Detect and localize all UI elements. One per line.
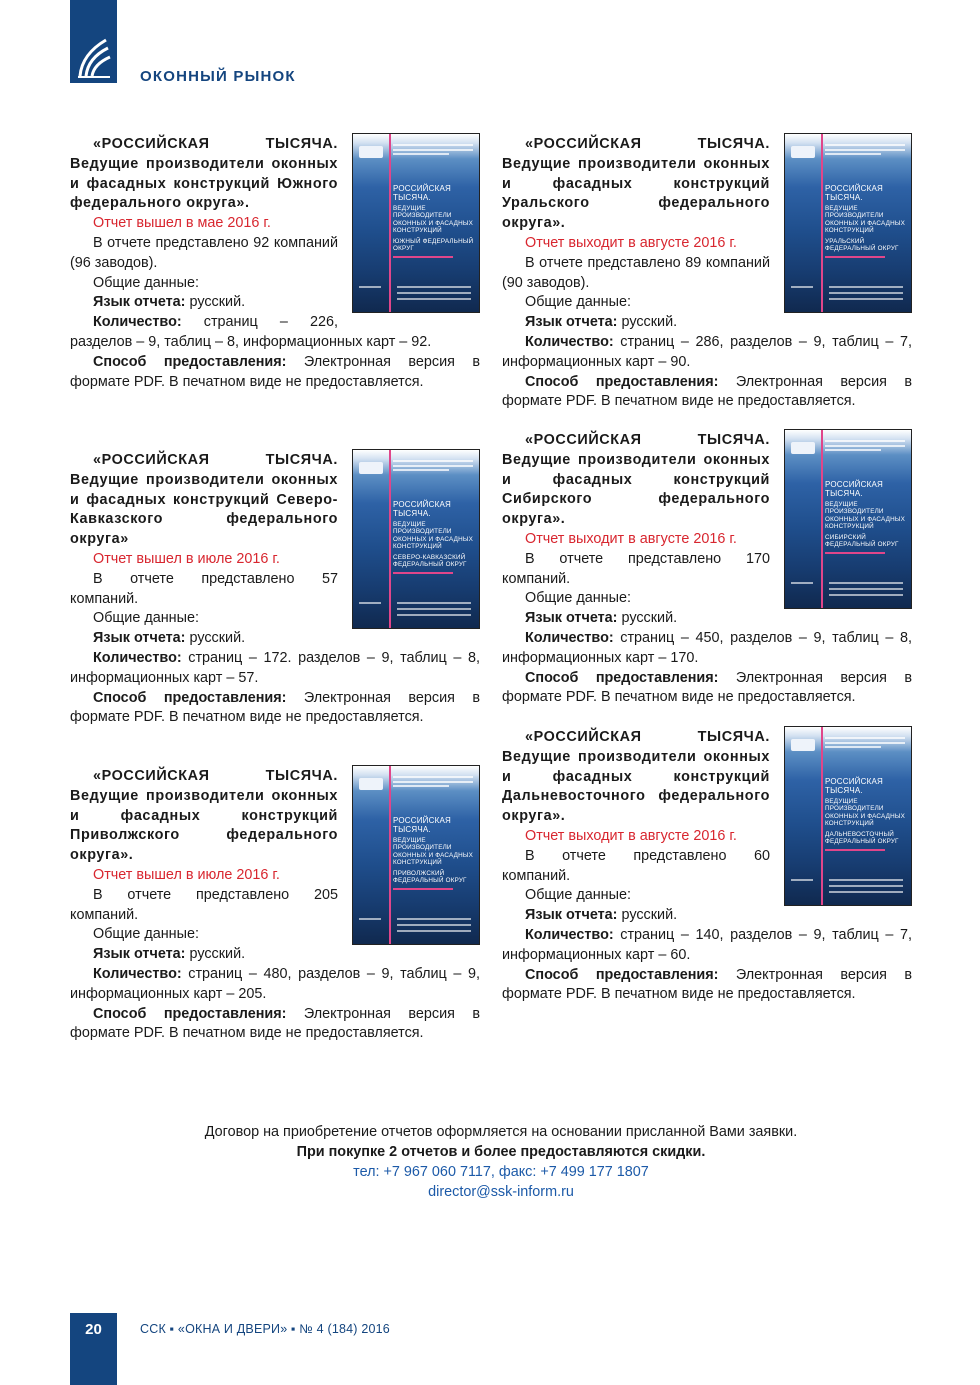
report-quantity <box>70 313 480 353</box>
report-delivery-method <box>502 966 912 1006</box>
report-delivery-method <box>70 1005 480 1045</box>
report-quantity-value: страниц – 286, разделов – 9, таблиц – 7, информационных карт – 90. <box>502 333 912 370</box>
report-item-south <box>70 135 480 392</box>
cover-district: ДАЛЬНЕВОСТОЧНЫЙ ФЕДЕРАЛЬНЫЙ ОКРУГ <box>825 830 899 846</box>
running-footer: ССК ▪ «ОКНА И ДВЕРИ» ▪ № 4 (184) 2016 <box>140 1322 390 1336</box>
cover-city-line <box>359 286 381 288</box>
cover-footer-line <box>397 602 471 604</box>
cover-footer-line <box>397 930 471 932</box>
cover-pink-line <box>393 256 453 258</box>
report-language <box>502 609 912 629</box>
cover-city-line <box>359 602 381 604</box>
cover-subtitle: ВЕДУЩИЕ ПРОИЗВОДИТЕЛИ ОКОННЫХ И ФАСАДНЫХ КОНСТРУКЦИЙ <box>393 837 474 867</box>
cover-header-line <box>825 742 905 744</box>
report-general-heading: Общие данные: <box>525 887 631 904</box>
cover-district: УРАЛЬСКИЙ ФЕДЕРАЛЬНЫЙ ОКРУГ <box>825 237 899 253</box>
report-quantity <box>502 333 912 373</box>
cover-header-line <box>393 149 473 151</box>
cover-header-line <box>825 737 905 739</box>
report-delivery-method-value: Электронная версия в формате PDF. В печатном виде не предоставляется. <box>70 1005 481 1042</box>
report-companies: В отчете представлено 60 компаний. <box>502 847 770 884</box>
cover-footer-line <box>829 891 903 893</box>
cover-pink-stripe <box>389 134 391 312</box>
report-delivery-method-value: Электронная версия в формате PDF. В печатном виде не предоставляется. <box>70 353 481 390</box>
cover-footer-line <box>397 286 471 288</box>
cover-footer-line <box>829 594 903 596</box>
cover-pink-line <box>393 572 453 574</box>
report-status: Отчет вышел в мае 2016 г. <box>93 215 271 232</box>
report-language-value: русский. <box>617 610 678 627</box>
report-item-north-caucasus <box>70 451 480 728</box>
report-delivery-method-label: Способ предоставления: <box>93 353 287 370</box>
page-number-box <box>70 1313 117 1385</box>
report-item-volga <box>70 767 480 1044</box>
report-delivery-method-label: Способ предоставления: <box>93 1005 287 1022</box>
cover-city-line <box>791 286 813 288</box>
cover-title: РОССИЙСКАЯ ТЫСЯЧА. <box>825 480 883 498</box>
report-language <box>502 313 912 333</box>
cover-city-line <box>791 582 813 584</box>
report-companies: В отчете представлено 170 компаний. <box>502 550 770 587</box>
report-quantity-label: Количество: <box>525 926 614 943</box>
cover-district: ПРИВОЛЖСКИЙ ФЕДЕРАЛЬНЫЙ ОКРУГ <box>393 869 467 885</box>
cover-district: СИБИРСКИЙ ФЕДЕРАЛЬНЫЙ ОКРУГ <box>825 533 899 549</box>
cover-footer-line <box>829 286 903 288</box>
footer-email-link[interactable]: director@ssk-inform.ru <box>428 1184 574 1200</box>
report-general-heading: Общие данные: <box>93 274 199 291</box>
cover-subtitle: ВЕДУЩИЕ ПРОИЗВОДИТЕЛИ ОКОННЫХ И ФАСАДНЫХ КОНСТРУКЦИЙ <box>825 501 906 531</box>
cover-header-line <box>825 153 881 155</box>
report-language-value: русский. <box>617 907 678 924</box>
report-language-label: Язык отчета: <box>93 294 186 311</box>
report-quantity-label: Количество: <box>525 333 614 350</box>
report-language-value: русский. <box>185 946 246 963</box>
cover-subtitle: ВЕДУЩИЕ ПРОИЗВОДИТЕЛИ ОКОННЫХ И ФАСАДНЫХ КОНСТРУКЦИЙ <box>393 205 474 235</box>
cover-header-line <box>825 445 905 447</box>
report-companies: В отчете представлено 57 компаний. <box>70 570 338 607</box>
cover-pink-line <box>825 256 885 258</box>
cover-footer-line <box>397 292 471 294</box>
cover-footer-line <box>829 582 903 584</box>
report-title: «РОССИЙСКАЯ ТЫСЯЧА. Ведущие производители оконных и фасадных конструкций Дальневосточного федерального округа». <box>502 729 770 825</box>
report-quantity <box>70 649 480 689</box>
report-item-siberia <box>502 431 912 708</box>
report-cover-image <box>784 133 912 313</box>
report-quantity-label: Количество: <box>93 965 182 982</box>
publisher-logo-icon <box>76 36 112 78</box>
cover-title: РОССИЙСКАЯ ТЫСЯЧА. <box>393 816 451 834</box>
cover-pink-line <box>393 888 453 890</box>
cover-title-block <box>393 500 475 568</box>
report-status: Отчет выходит в августе 2016 г. <box>525 530 737 547</box>
cover-logo-icon <box>791 146 815 158</box>
cover-header-line <box>393 460 473 462</box>
report-delivery-method-value: Электронная версия в формате PDF. В печатном виде не предоставляется. <box>502 669 913 706</box>
report-title: «РОССИЙСКАЯ ТЫСЯЧА. Ведущие производители оконных и фасадных конструкций Южного федерального округа». <box>70 136 338 212</box>
report-quantity-label: Количество: <box>525 629 614 646</box>
report-language-label: Язык отчета: <box>93 946 186 963</box>
cover-footer-line <box>829 298 903 300</box>
report-delivery-method-label: Способ предоставления: <box>525 669 719 686</box>
cover-pink-stripe <box>389 766 391 944</box>
report-delivery-method-value: Электронная версия в формате PDF. В печатном виде не предоставляется. <box>70 689 481 726</box>
cover-footer-line <box>397 298 471 300</box>
report-quantity <box>70 965 480 1005</box>
cover-logo-icon <box>359 146 383 158</box>
report-delivery-method-value: Электронная версия в формате PDF. В печатном виде не предоставляется. <box>502 373 913 410</box>
cover-pink-stripe <box>821 134 823 312</box>
cover-header-line <box>393 465 473 467</box>
report-language-value: русский. <box>185 630 246 647</box>
cover-title: РОССИЙСКАЯ ТЫСЯЧА. <box>825 777 883 795</box>
cover-pink-stripe <box>389 450 391 628</box>
cover-footer-line <box>397 918 471 920</box>
report-language-label: Язык отчета: <box>525 907 618 924</box>
report-general-heading: Общие данные: <box>525 590 631 607</box>
report-status: Отчет вышел в июле 2016 г. <box>93 866 280 883</box>
report-general-heading: Общие данные: <box>93 610 199 627</box>
report-language-label: Язык отчета: <box>525 314 618 331</box>
report-delivery-method-label: Способ предоставления: <box>525 966 719 983</box>
section-title: ОКОННЫЙ РЫНОК <box>140 68 296 85</box>
report-title: «РОССИЙСКАЯ ТЫСЯЧА. Ведущие производители оконных и фасадных конструкций Сибирского федерального округа». <box>502 432 770 528</box>
cover-header-line <box>393 469 449 471</box>
report-status: Отчет вышел в июле 2016 г. <box>93 550 280 567</box>
report-language-label: Язык отчета: <box>525 610 618 627</box>
report-quantity <box>502 629 912 669</box>
report-quantity-value: страниц – 450, разделов – 9, таблиц – 8, информационных карт – 170. <box>502 629 912 666</box>
report-item-far-east <box>502 728 912 1005</box>
report-item-ural <box>502 135 912 412</box>
report-language-value: русский. <box>617 314 678 331</box>
report-quantity-value: страниц – 480, разделов – 9, таблиц – 9, информационных карт – 205. <box>70 965 480 1002</box>
cover-footer-line <box>397 608 471 610</box>
cover-footer-line <box>829 885 903 887</box>
report-delivery-method-value: Электронная версия в формате PDF. В печатном виде не предоставляется. <box>502 966 913 1003</box>
cover-footer-line <box>829 588 903 590</box>
report-cover-image <box>352 449 480 629</box>
footer-contract-text: Договор на приобретение отчетов оформляется на основании присланной Вами заявки. <box>204 1124 798 1140</box>
report-status: Отчет выходит в августе 2016 г. <box>525 827 737 844</box>
report-language-label: Язык отчета: <box>93 630 186 647</box>
cover-title: РОССИЙСКАЯ ТЫСЯЧА. <box>825 184 883 202</box>
header-logo-bar <box>70 0 117 83</box>
cover-title-block <box>393 816 475 884</box>
cover-title-block <box>393 184 475 252</box>
report-delivery-method-label: Способ предоставления: <box>93 689 287 706</box>
cover-district: ЮЖНЫЙ ФЕДЕРАЛЬНЫЙ ОКРУГ <box>393 237 474 253</box>
report-cover-image <box>784 726 912 906</box>
cover-district: СЕВЕРО-КАВКАЗСКИЙ ФЕДЕРАЛЬНЫЙ ОКРУГ <box>393 553 467 569</box>
report-delivery-method <box>502 669 912 709</box>
cover-footer-line <box>829 292 903 294</box>
cover-city-line <box>359 918 381 920</box>
report-quantity-label: Количество: <box>93 649 182 666</box>
cover-logo-icon <box>791 442 815 454</box>
cover-pink-line <box>825 849 885 851</box>
report-quantity-label: Количество: <box>93 314 182 331</box>
report-language <box>502 906 912 926</box>
cover-title: РОССИЙСКАЯ ТЫСЯЧА. <box>393 500 451 518</box>
report-delivery-method <box>502 373 912 413</box>
cover-title-block <box>825 480 907 548</box>
cover-header-line <box>825 440 905 442</box>
report-general-heading: Общие данные: <box>525 294 631 311</box>
cover-subtitle: ВЕДУЩИЕ ПРОИЗВОДИТЕЛИ ОКОННЫХ И ФАСАДНЫХ КОНСТРУКЦИЙ <box>825 205 906 235</box>
report-title: «РОССИЙСКАЯ ТЫСЯЧА. Ведущие производители оконных и фасадных конструкций Северо-Кавказского федерального округа» <box>70 452 338 548</box>
report-quantity-value: страниц – 172. разделов – 9, таблиц – 8, информационных карт – 57. <box>70 649 480 686</box>
report-companies: В отчете представлено 92 компаний (96 заводов). <box>70 234 338 271</box>
cover-header-line <box>825 149 905 151</box>
cover-logo-icon <box>359 778 383 790</box>
footer-phones: тел: +7 967 060 7117, факс: +7 499 177 1807 <box>353 1164 649 1180</box>
report-status: Отчет выходит в августе 2016 г. <box>525 234 737 251</box>
report-language-value: русский. <box>185 294 246 311</box>
footer-discount-text: При покупке 2 отчетов и более предоставляются скидки. <box>296 1144 706 1160</box>
report-companies: В отчете представлено 89 компаний (90 заводов). <box>502 254 770 291</box>
report-delivery-method <box>70 689 480 729</box>
cover-footer-line <box>397 614 471 616</box>
cover-header-line <box>393 785 449 787</box>
cover-pink-stripe <box>821 430 823 608</box>
cover-header-line <box>393 776 473 778</box>
report-quantity <box>502 926 912 966</box>
report-delivery-method-label: Способ предоставления: <box>525 373 719 390</box>
report-general-heading: Общие данные: <box>93 926 199 943</box>
report-cover-image <box>352 133 480 313</box>
cover-subtitle: ВЕДУЩИЕ ПРОИЗВОДИТЕЛИ ОКОННЫХ И ФАСАДНЫХ КОНСТРУКЦИЙ <box>393 521 474 551</box>
cover-pink-line <box>825 552 885 554</box>
cover-title-block <box>825 184 907 252</box>
report-cover-image <box>784 429 912 609</box>
cover-pink-stripe <box>821 727 823 905</box>
cover-footer-line <box>829 879 903 881</box>
report-cover-image <box>352 765 480 945</box>
report-title: «РОССИЙСКАЯ ТЫСЯЧА. Ведущие производители оконных и фасадных конструкций Уральского федерального округа». <box>502 136 770 232</box>
report-companies: В отчете представлено 205 компаний. <box>70 886 338 923</box>
cover-logo-icon <box>359 462 383 474</box>
report-delivery-method <box>70 353 480 393</box>
report-title: «РОССИЙСКАЯ ТЫСЯЧА. Ведущие производители оконных и фасадных конструкций Приволжского федерального округа». <box>70 768 338 864</box>
cover-title-block <box>825 777 907 845</box>
cover-title: РОССИЙСКАЯ ТЫСЯЧА. <box>393 184 451 202</box>
cover-header-line <box>825 449 881 451</box>
cover-header-line <box>393 153 449 155</box>
cover-city-line <box>791 879 813 881</box>
report-quantity-value: страниц – 140, разделов – 9, таблиц – 7, информационных карт – 60. <box>502 926 912 963</box>
page-number: 20 <box>85 1321 102 1338</box>
cover-header-line <box>393 144 473 146</box>
cover-header-line <box>825 746 881 748</box>
cover-logo-icon <box>791 739 815 751</box>
report-language <box>70 945 480 965</box>
report-quantity-value: страниц – 226, разделов – 9, таблиц – 8, информационных карт – 92. <box>70 314 432 350</box>
cover-header-line <box>825 144 905 146</box>
cover-footer-line <box>397 924 471 926</box>
cover-header-line <box>393 781 473 783</box>
cover-subtitle: ВЕДУЩИЕ ПРОИЗВОДИТЕЛИ ОКОННЫХ И ФАСАДНЫХ КОНСТРУКЦИЙ <box>825 798 906 828</box>
report-language <box>70 629 480 649</box>
